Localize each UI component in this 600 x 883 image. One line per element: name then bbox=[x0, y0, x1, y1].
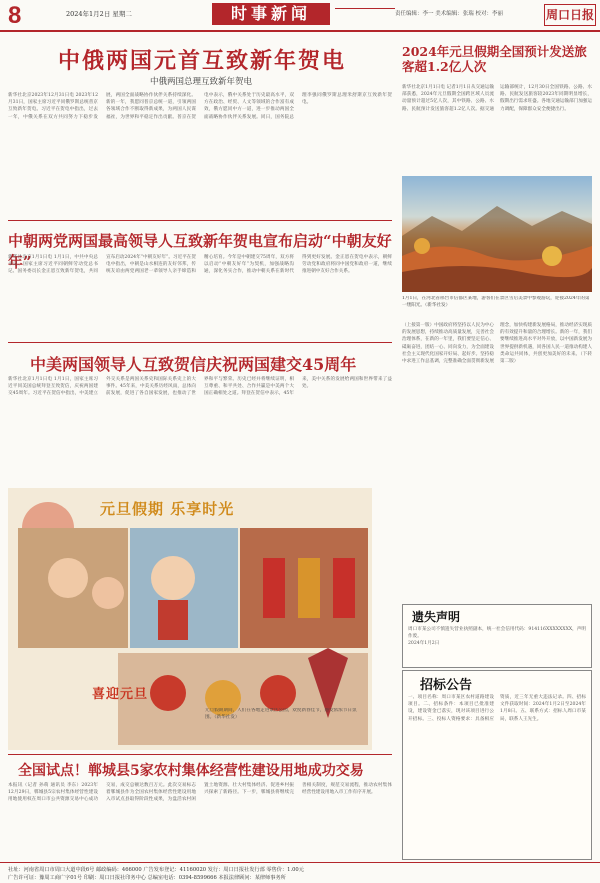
footer-line-2: 广告许可证：豫周工商广字01号 印刷：周口日报社印务中心 总编室电话：0394-8599666 本报法律顾问：某律师事务所 bbox=[8, 875, 286, 881]
story2-body: 新华社北京1月1日电 1月1日，中共中央总书记、国家主席习近平同朝鲜劳动党总书记、国务委员长金正恩互致新年贺电，共同宣布启动2024年“中朝友好年”。习近平在贺电中指出，中朝是山水相连的友好邻邦，传统友谊由两党两国老一辈领导人亲手缔造和精心培育。今年是中朝建交75周年，双方将以启动“中朝友好年”为契机，加强战略沟通，深化务实合作，推动中朝关系在新时代得到更好发展。金正恩在贺电中表示，朝鲜劳动党和政府将同中国党和政府一道，继续推进朝中友好合作关系。 bbox=[8, 255, 392, 275]
story4-headline: 全国试点！郸城县5家农村集体经营性建设用地成功交易 bbox=[18, 763, 364, 779]
issue-date: 2024年1月2日 星期二 bbox=[66, 10, 132, 18]
newspaper-logo: 周口日报 bbox=[544, 4, 596, 26]
divider bbox=[8, 220, 392, 221]
banner-caption: 元旦假期期间，人们在各地走进景区公园，欢度新春佳节，感受浓浓节日氛围。（新华社发） bbox=[205, 708, 357, 720]
section-title: 时事新闻 bbox=[212, 3, 330, 25]
lead-body: 新华社北京2023年12月31日电 2023年12月31日，国家主席习近平同俄罗斯总统普京互致新年贺电。习近平在贺电中指出，过去一年，中俄关系在双方共同努力下稳步发展，两国全面战略协作伙伴关系持续深化。新的一年，我愿同普京总统一道，引领两国各领域合作不断取得新成果，为两国人民谋福祉，为世界和平稳定作出贡献。普京在贺电中表示，俄中关系处于历史最高水平，双方在政治、经贸、人文等领域的合作富有成效，俄方愿同中方一道，进一步推动两国全面战略协作伙伴关系发展。同日，国务院总理李强同俄罗斯总理米舒斯京互致新年贺电。 bbox=[8, 93, 392, 120]
photo-caption: 1月1日，在河北省邢台市信都区某地，游客们在景区雪后美景中参观游玩，迎接2024年的第一缕阳光。（新华社发） bbox=[402, 296, 590, 308]
divider bbox=[8, 342, 392, 343]
page-footer bbox=[0, 862, 600, 883]
right-headline: 2024年元旦假期全国预计发送旅客超1.2亿人次 bbox=[402, 44, 587, 74]
story4-body: 本报讯（记者 孙萌 通讯员 李东）2023年12月29日，郸城县5宗农村集体经营性建设用地使用权在周口市公共资源交易中心成功交易，成交总额达数百万元。此次交易标志着郸城县作为全国农村集体经营性建设用地入市试点县取得阶段性成果，为盘活农村闲置土地资源、壮大村集体经济、促进乡村振兴探索了新路径。下一步，郸城县将继续完善相关制度，规范交易流程，推动农村集体经营性建设用地入市工作有序开展。 bbox=[8, 783, 392, 803]
header-divider bbox=[335, 8, 395, 17]
divider bbox=[8, 754, 392, 755]
lead-subheadline: 中俄两国总理互致新年贺电 bbox=[150, 77, 253, 87]
lead-headline: 中俄两国元首互致新年贺电 bbox=[58, 48, 347, 74]
story3-body: 新华社北京1月1日电 1月1日，国家主席习近平同美国总统拜登互致贺信，庆祝两国建交45周年。习近平在贺信中指出，中美建立外交关系是两国关系史和国际关系史上的大事件。45年来，中美关系历经风雨，总体向前发展，促进了各自国家发展，也推动了世界和平与繁荣。历史已经并将继续证明，相互尊重、和平共处、合作共赢是中美两个大国正确相处之道。拜登在贺信中表示，45年来，美中关系的发展给两国和世界带来了益处。 bbox=[8, 377, 392, 397]
page-number: 8 bbox=[8, 2, 22, 29]
tender-notice-body: 一、项目名称：周口市某区农村道路建设项目。二、招标条件：本项目已批准建设，建设资金已落实，现对该项目进行公开招标。三、投标人资格要求：具备相应资质，近三年无重大违法记录。四、招标文件获取时间：2024年1月2日至2024年1月8日。五、联系方式：招标人周口市某局，联系人王先生。 bbox=[408, 695, 586, 722]
footer-line-1: 社址：河南省周口市周口大道中段6号 邮政编码：466000 广告发布登记：41160020 发行：周口日报社发行部 零售价：1.00元 bbox=[8, 867, 304, 873]
right-body: 新华社北京1月1日电 记者1月1日从交通运输部获悉，2024年元旦假期全国跨区域人员流动量预计超过5亿人次，其中铁路、公路、水路、民航预计发送旅客超1.2亿人次。据交通运输部统计，12月30日全国铁路、公路、水路、民航发送旅客较2023年同期明显增长，假期出行需求旺盛。各地交通运输部门加强运力调配，保障群众安全便捷出行。 bbox=[402, 85, 592, 112]
lost-notice-body: 周口市某公司不慎遗失营业执照副本，统一社会信用代码：914116XXXXXXXX，声明作废。 2024年1月2日 bbox=[408, 627, 586, 647]
story3-headline: 中美两国领导人互致贺信庆祝两国建交45周年 bbox=[30, 355, 357, 374]
lost-notice-title: 遗失声明 bbox=[412, 610, 461, 624]
tender-notice-title: 招标公告 bbox=[420, 678, 473, 693]
banner-title: 元旦假期 乐享时光 bbox=[100, 500, 235, 518]
right-continued-body: （上接第一版）中国政府将坚持以人民为中心的发展思想，持续推动高质量发展，完善社会治理体系，在新的一年里，我们要坚定信心、砥砺奋进，团结一心、同向发力，为全面建设社会主义现代化国家开好局、起好步。坚持稳中求进工作总基调，完整准确全面贯彻新发展理念，加快构建新发展格局，推动经济实现质的有效提升和量的合理增长。新的一年，我们要继续推进高水平对外开放，以中国新发展为世界提供新机遇，同各国人民一道推动构建人类命运共同体，共创更加美好的未来。（下转第二版） bbox=[402, 323, 592, 365]
editor-credits: 责任编辑：李一 美术编辑：张瑞 校对：李丽 bbox=[395, 11, 503, 17]
story2-headline: 中朝两党两国最高领导人互致新年贺电宣布启动“中朝友好年” bbox=[8, 232, 392, 271]
snow-scenery-photo bbox=[402, 176, 592, 292]
banner-stamp: 喜迎元旦 bbox=[92, 687, 149, 702]
